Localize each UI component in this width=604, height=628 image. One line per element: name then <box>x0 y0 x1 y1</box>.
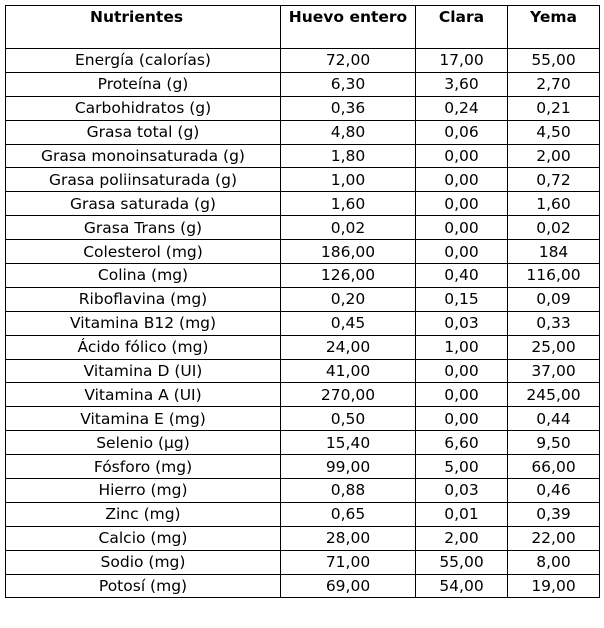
table-row <box>6 264 600 288</box>
yema-cell: 0,09 <box>508 287 600 311</box>
yema-cell: 0,46 <box>508 479 600 503</box>
nutrient-cell: Vitamina B12 (mg) <box>6 311 281 335</box>
huevo-entero-cell: 99,00 <box>281 455 416 479</box>
clara-cell: 0,00 <box>416 383 508 407</box>
nutrient-cell: Vitamina E (mg) <box>6 407 281 431</box>
huevo-entero-cell: 1,60 <box>281 192 416 216</box>
table-body <box>6 49 600 598</box>
yema-cell: 9,50 <box>508 431 600 455</box>
clara-cell: 0,00 <box>416 216 508 240</box>
nutrition-table <box>5 5 600 598</box>
huevo-entero-cell: 69,00 <box>281 574 416 598</box>
yema-cell: 1,60 <box>508 192 600 216</box>
table-row <box>6 192 600 216</box>
huevo-entero-cell: 0,36 <box>281 96 416 120</box>
nutrient-cell: Grasa monoinsaturada (g) <box>6 144 281 168</box>
clara-cell: 17,00 <box>416 49 508 73</box>
nutrient-cell: Hierro (mg) <box>6 479 281 503</box>
nutrient-cell: Grasa poliinsaturada (g) <box>6 168 281 192</box>
yema-cell: 245,00 <box>508 383 600 407</box>
clara-cell: 2,00 <box>416 526 508 550</box>
table-row <box>6 526 600 550</box>
yema-cell: 66,00 <box>508 455 600 479</box>
header-nutrientes: Nutrientes <box>6 6 281 49</box>
nutrient-cell: Grasa saturada (g) <box>6 192 281 216</box>
table-row <box>6 311 600 335</box>
clara-cell: 0,00 <box>416 407 508 431</box>
nutrient-cell: Potosí (mg) <box>6 574 281 598</box>
table-row <box>6 479 600 503</box>
nutrient-cell: Grasa total (g) <box>6 120 281 144</box>
clara-cell: 0,06 <box>416 120 508 144</box>
header-huevo-entero: Huevo entero <box>281 6 416 49</box>
nutrient-cell: Zinc (mg) <box>6 502 281 526</box>
table-row <box>6 120 600 144</box>
nutrient-cell: Sodio (mg) <box>6 550 281 574</box>
table-row <box>6 240 600 264</box>
clara-cell: 5,00 <box>416 455 508 479</box>
table-header-row <box>6 6 600 49</box>
yema-cell: 37,00 <box>508 359 600 383</box>
yema-cell: 184 <box>508 240 600 264</box>
nutrient-cell: Vitamina A (UI) <box>6 383 281 407</box>
clara-cell: 0,03 <box>416 479 508 503</box>
huevo-entero-cell: 28,00 <box>281 526 416 550</box>
nutrient-cell: Energía (calorías) <box>6 49 281 73</box>
nutrient-cell: Calcio (mg) <box>6 526 281 550</box>
nutrient-cell: Colesterol (mg) <box>6 240 281 264</box>
clara-cell: 0,40 <box>416 264 508 288</box>
header-clara: Clara <box>416 6 508 49</box>
table-row <box>6 502 600 526</box>
nutrient-cell: Vitamina D (UI) <box>6 359 281 383</box>
nutrient-cell: Colina (mg) <box>6 264 281 288</box>
table-row <box>6 455 600 479</box>
yema-cell: 2,00 <box>508 144 600 168</box>
nutrient-cell: Proteína (g) <box>6 72 281 96</box>
nutrient-cell: Fósforo (mg) <box>6 455 281 479</box>
yema-cell: 2,70 <box>508 72 600 96</box>
yema-cell: 0,33 <box>508 311 600 335</box>
table-row <box>6 96 600 120</box>
table-row <box>6 168 600 192</box>
yema-cell: 0,44 <box>508 407 600 431</box>
huevo-entero-cell: 15,40 <box>281 431 416 455</box>
huevo-entero-cell: 0,45 <box>281 311 416 335</box>
table-row <box>6 287 600 311</box>
huevo-entero-cell: 0,65 <box>281 502 416 526</box>
clara-cell: 0,00 <box>416 144 508 168</box>
yema-cell: 0,02 <box>508 216 600 240</box>
huevo-entero-cell: 0,88 <box>281 479 416 503</box>
table-row <box>6 407 600 431</box>
clara-cell: 0,00 <box>416 240 508 264</box>
nutrient-cell: Riboflavina (mg) <box>6 287 281 311</box>
nutrient-cell: Selenio (µg) <box>6 431 281 455</box>
huevo-entero-cell: 0,50 <box>281 407 416 431</box>
huevo-entero-cell: 4,80 <box>281 120 416 144</box>
huevo-entero-cell: 24,00 <box>281 335 416 359</box>
yema-cell: 55,00 <box>508 49 600 73</box>
table-row <box>6 550 600 574</box>
table-row <box>6 49 600 73</box>
yema-cell: 22,00 <box>508 526 600 550</box>
nutrient-cell: Ácido fólico (mg) <box>6 335 281 359</box>
nutrient-cell: Carbohidratos (g) <box>6 96 281 120</box>
huevo-entero-cell: 41,00 <box>281 359 416 383</box>
huevo-entero-cell: 1,80 <box>281 144 416 168</box>
huevo-entero-cell: 1,00 <box>281 168 416 192</box>
table-row <box>6 383 600 407</box>
nutrient-cell: Grasa Trans (g) <box>6 216 281 240</box>
huevo-entero-cell: 270,00 <box>281 383 416 407</box>
clara-cell: 0,00 <box>416 168 508 192</box>
clara-cell: 0,24 <box>416 96 508 120</box>
yema-cell: 8,00 <box>508 550 600 574</box>
clara-cell: 54,00 <box>416 574 508 598</box>
table-row <box>6 144 600 168</box>
clara-cell: 0,03 <box>416 311 508 335</box>
clara-cell: 6,60 <box>416 431 508 455</box>
clara-cell: 55,00 <box>416 550 508 574</box>
yema-cell: 116,00 <box>508 264 600 288</box>
clara-cell: 0,01 <box>416 502 508 526</box>
clara-cell: 3,60 <box>416 72 508 96</box>
yema-cell: 0,72 <box>508 168 600 192</box>
clara-cell: 1,00 <box>416 335 508 359</box>
yema-cell: 4,50 <box>508 120 600 144</box>
yema-cell: 25,00 <box>508 335 600 359</box>
table-row <box>6 335 600 359</box>
yema-cell: 19,00 <box>508 574 600 598</box>
huevo-entero-cell: 126,00 <box>281 264 416 288</box>
table-row <box>6 431 600 455</box>
table-row <box>6 216 600 240</box>
clara-cell: 0,00 <box>416 192 508 216</box>
clara-cell: 0,00 <box>416 359 508 383</box>
table-row <box>6 72 600 96</box>
huevo-entero-cell: 72,00 <box>281 49 416 73</box>
huevo-entero-cell: 186,00 <box>281 240 416 264</box>
huevo-entero-cell: 71,00 <box>281 550 416 574</box>
header-yema: Yema <box>508 6 600 49</box>
yema-cell: 0,21 <box>508 96 600 120</box>
huevo-entero-cell: 6,30 <box>281 72 416 96</box>
table-row <box>6 359 600 383</box>
huevo-entero-cell: 0,20 <box>281 287 416 311</box>
huevo-entero-cell: 0,02 <box>281 216 416 240</box>
table-row <box>6 574 600 598</box>
clara-cell: 0,15 <box>416 287 508 311</box>
yema-cell: 0,39 <box>508 502 600 526</box>
